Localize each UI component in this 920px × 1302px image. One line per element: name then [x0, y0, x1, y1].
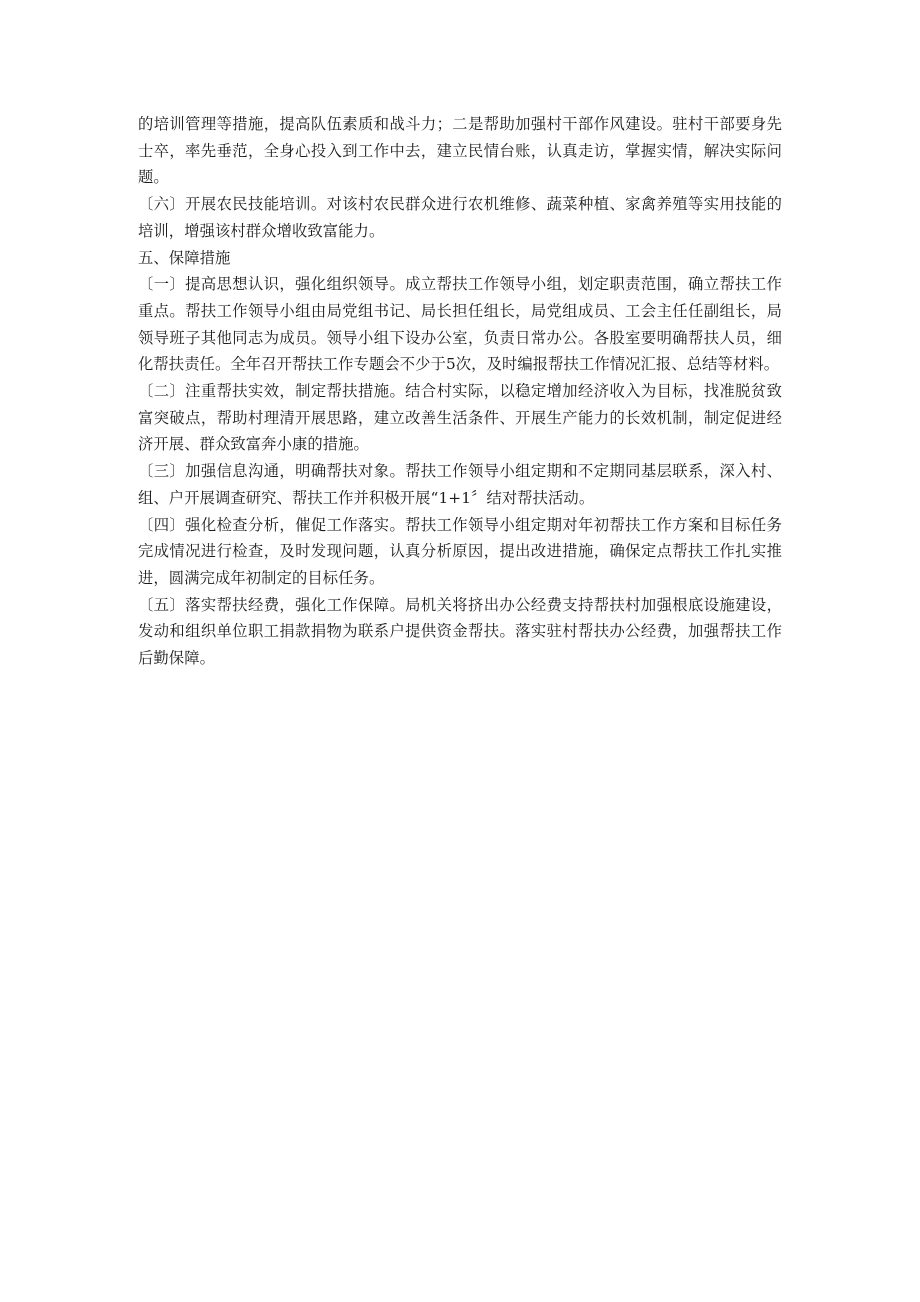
document-body [138, 111, 782, 672]
paragraph-safeguard-2: 〔二〕注重帮扶实效，制定帮扶措施。结合村实际，以稳定增加经济收入为目标，找准脱贫致富突破点，帮助村理清开展思路，建立改善生活条件、开展生产能力的长效机制，制定促进经济开展、群众致富奔小康的措施。 [138, 382, 782, 454]
paragraph-safeguard-5: 〔五〕落实帮扶经费，强化工作保障。局机关将挤出办公经费支持帮扶村加强根底设施建设，发动和组织单位职工捐款捐物为联系户提供资金帮扶。落实驻村帮扶办公经费，加强帮扶工作后勤保障。 [138, 595, 782, 668]
paragraph-farmer-skill-training: 〔六〕开展农民技能培训。对该村农民群众进行农机维修、蔬菜种植、家禽养殖等实用技能的培训，增强该村群众增收致富能力。 [138, 195, 782, 240]
paragraph-training-continuation: 的培训管理等措施，提高队伍素质和战斗力；二是帮助加强村干部作风建设。驻村干部要身先士卒，率先垂范，全身心投入到工作中去，建立民情台账，认真走访，掌握实情，解决实际问题。 [138, 115, 782, 187]
section-heading-safeguards: 五、保障措施 [138, 248, 231, 267]
paragraph-safeguard-3: 〔三〕加强信息沟通，明确帮扶对象。帮扶工作领导小组定期和不定期同基层联系，深入村、组、户开展调查研究、帮扶工作并积极开展“1+1〞结对帮扶活动。 [138, 462, 782, 507]
paragraph-safeguard-4: 〔四〕强化检查分析，催促工作落实。帮扶工作领导小组定期对年初帮扶工作方案和目标任务完成情况进行检查，及时发现问题，认真分析原因，提出改进措施，确保定点帮扶工作扎实推进，圆满完成年初制定的目标任务。 [138, 515, 782, 587]
paragraph-safeguard-1: 〔一〕提高思想认识，强化组织领导。成立帮扶工作领导小组，划定职责范围，确立帮扶工作重点。帮扶工作领导小组由局党组书记、局长担任组长，局党组成员、工会主任任副组长，局领导班子其他同志为成员。领导小组下设办公室，负责日常办公。各股室要明确帮扶人员，细化帮扶责任。全年召开帮扶工作专题会不少于5次，及时编报帮扶工作情况汇报、总结等材料。 [138, 275, 782, 374]
